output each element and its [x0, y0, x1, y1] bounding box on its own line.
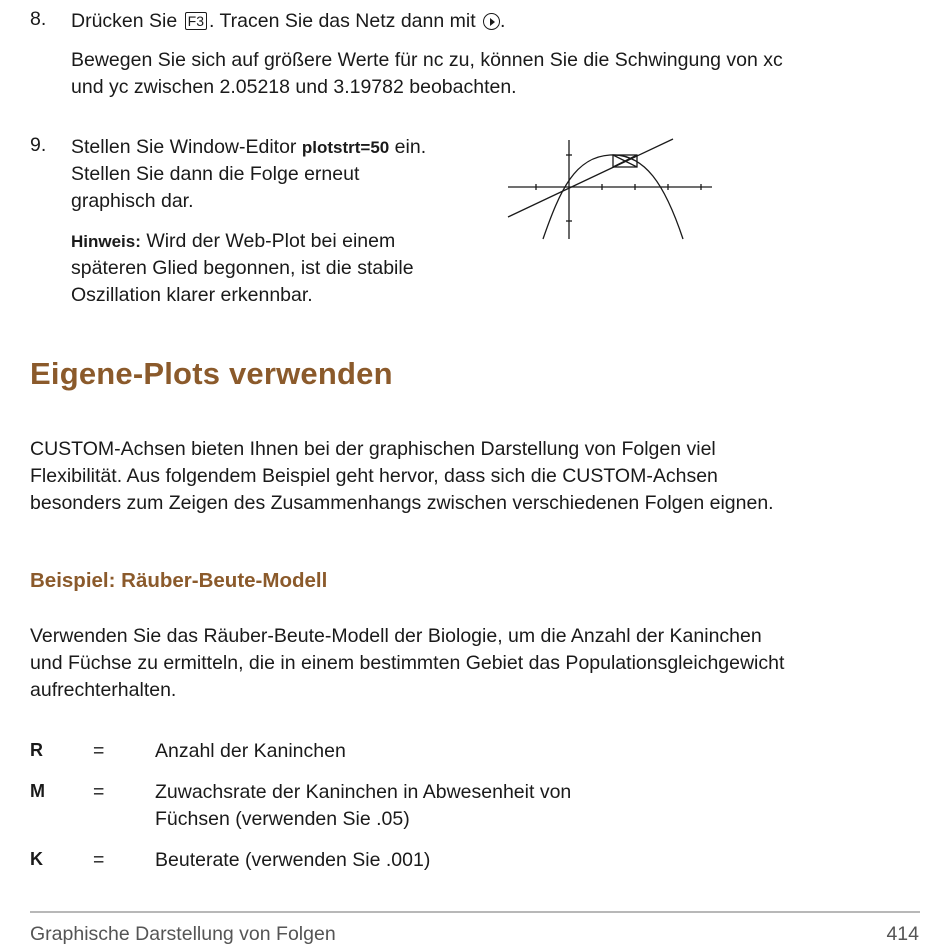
- footer-chapter: Graphische Darstellung von Folgen: [30, 923, 336, 945]
- note-label: Hinweis:: [71, 232, 141, 251]
- page-number: 414: [886, 923, 919, 945]
- diagonal-line: [508, 139, 673, 217]
- section-intro: CUSTOM-Achsen bieten Ihnen bei der graphischen Darstellung von Folgen viel Flexibilität. Aus folgendem Beispiel geht hervor, dass sich die CUSTOM-Achsen besonders zum Zeigen des Zusammenhangs zwischen verschiedenen Folgen eignen.: [30, 438, 774, 514]
- footer-divider: [30, 911, 920, 913]
- step-8-instruction: Drücken Sie F3 . Tracen Sie das Netz dann mit .: [71, 10, 506, 32]
- plotstrt-setting: plotstrt=50: [301, 138, 390, 157]
- definition-symbol: M: [30, 781, 45, 801]
- example-description: Verwenden Sie das Räuber-Beute-Modell der Biologie, um die Anzahl der Kaninchen und Füchse zu ermitteln, die in einem bestimmten Gebiet das Populationsgleichgewicht aufrechterhalten.: [30, 625, 785, 701]
- definition-text: Anzahl der Kaninchen: [155, 740, 346, 762]
- step-8-explanation: Bewegen Sie sich auf größere Werte für nc zu, können Sie die Schwingung von xc und yc zwischen 2.05218 und 3.19782 beobachten.: [71, 49, 783, 98]
- definition-text: Beuterate (verwenden Sie .001): [155, 849, 431, 871]
- definition-symbol: K: [30, 849, 43, 869]
- step-9-note: Hinweis: Wird der Web-Plot bei einem späteren Glied begonnen, ist die stabile Oszillation klarer erkennbar.: [71, 230, 414, 306]
- right-arrow-circle-icon: [483, 13, 500, 30]
- definition-symbol: R: [30, 740, 43, 760]
- f3-key: F3: [185, 12, 207, 30]
- definition-text: Zuwachsrate der Kaninchen in Abwesenheit von Füchsen (verwenden Sie .05): [155, 781, 572, 830]
- step-number: 9.: [30, 134, 47, 156]
- definition-equals: =: [93, 849, 105, 871]
- example-title: Beispiel: Räuber-Beute-Modell: [30, 569, 328, 592]
- definition-equals: =: [93, 781, 105, 803]
- definition-equals: =: [93, 740, 105, 762]
- step-9-instruction: Stellen Sie Window-Editor plotstrt=50 ein. Stellen Sie dann die Folge erneut graphisch dar.: [71, 136, 427, 212]
- section-title: Eigene-Plots verwenden: [30, 356, 393, 391]
- step-number: 8.: [30, 8, 47, 30]
- web-plot-graph: [505, 135, 720, 245]
